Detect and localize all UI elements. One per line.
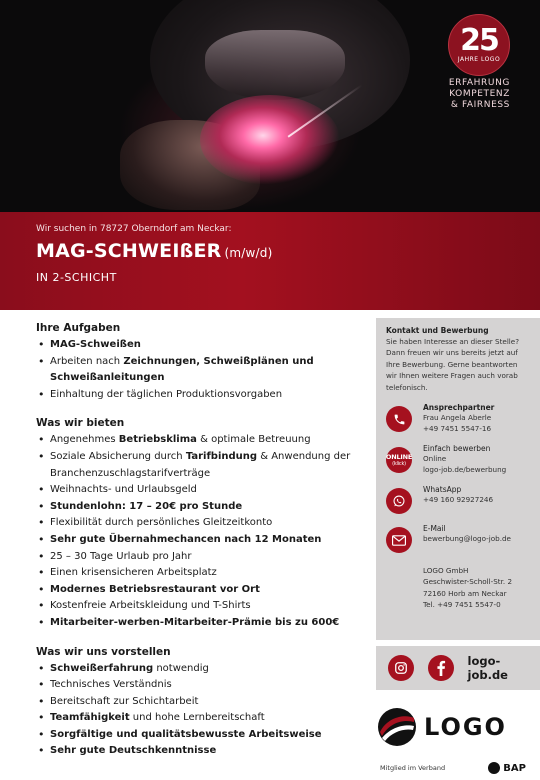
online-label: Einfach bewerben (423, 444, 491, 454)
instagram-icon[interactable] (388, 655, 414, 681)
address-line: LOGO GmbH (423, 566, 469, 576)
job-title (36, 240, 540, 262)
contact-phone[interactable]: +49 7451 5547-16 (423, 424, 492, 434)
value-line: & FAIRNESS (450, 100, 510, 110)
anniversary-badge (448, 14, 510, 76)
hero-image (0, 0, 540, 212)
list-item (36, 694, 366, 711)
section-heading-expect: Was wir uns vorstellen (36, 645, 171, 658)
welding-arc-glow (200, 95, 340, 185)
whatsapp-number[interactable]: +49 160 92927246 (423, 495, 494, 505)
list-item-text: Angenehmes (50, 434, 119, 446)
contact-person (386, 403, 530, 434)
list-item-bold: Zeichnungen, Schweißplänen und Schweißanleitungen (50, 355, 314, 384)
list-item-text: & Anwendung der Branchenzuschlagstarifverträge (50, 450, 351, 479)
list-item (36, 387, 366, 404)
address-line: Geschwister-Scholl-Str. 2 (423, 577, 513, 587)
list-item-text: Kostenfreie Arbeitskleidung und T-Shirts (50, 600, 251, 612)
website-link[interactable]: logo-job.de (467, 654, 508, 682)
contact-online (386, 444, 530, 475)
list-item-text: Soziale Absicherung durch (50, 450, 186, 462)
gender-tag: (m/w/d) (224, 246, 273, 260)
list-item (36, 661, 366, 678)
online-apply-icon[interactable] (386, 447, 412, 473)
job-description (36, 322, 366, 774)
section-heading-offer: Was wir bieten (36, 417, 125, 430)
company-address (423, 565, 530, 610)
list-item-bold: Modernes Betriebsrestaurant vor Ort (50, 583, 260, 595)
bap-text: BAP (503, 762, 526, 774)
list-item (36, 532, 366, 549)
whatsapp-icon[interactable] (386, 488, 412, 514)
value-line: ERFAHRUNG (448, 78, 510, 88)
logo-mark-icon (376, 706, 418, 748)
list-item (36, 598, 366, 615)
list-item (36, 515, 366, 532)
list-item-text: 25 – 30 Tage Urlaub pro Jahr (50, 550, 192, 562)
expect-list (36, 661, 366, 761)
list-item-text: notwendig (153, 662, 209, 674)
location-lead: Wir suchen in 78727 Oberndorf am Neckar: (36, 224, 232, 234)
list-item-text: und hohe Lernbereitschaft (129, 712, 265, 724)
value-line: KOMPETENZ (449, 89, 510, 99)
logo-wordmark: LOGO (424, 713, 507, 741)
list-item (36, 449, 366, 482)
list-item-text: Arbeiten nach (50, 355, 124, 367)
list-item (36, 432, 366, 449)
section-heading-tasks: Ihre Aufgaben (36, 322, 121, 334)
list-item (36, 482, 366, 499)
email-label: E-Mail (423, 524, 446, 534)
footer-membership (376, 758, 540, 778)
address-line: 72160 Horb am Neckar (423, 588, 507, 598)
list-item-bold: Sehr gute Deutschkenntnisse (50, 745, 217, 757)
list-item-bold: Betriebsklima (118, 434, 197, 446)
contact-sidebar (376, 318, 540, 640)
contact-heading: Kontakt und Bewerbung (386, 326, 489, 335)
list-item-bold: Sehr gute Übernahmechancen nach 12 Monaten (50, 533, 322, 545)
offer-list (36, 432, 366, 631)
company-values (449, 78, 510, 111)
list-item-text: Einen krisensicheren Arbeitsplatz (50, 567, 217, 579)
membership-text: Mitglied im Verband (380, 764, 446, 772)
contact-intro: Sie haben Interesse an dieser Stelle? Dann freuen wir uns bereits jetzt auf Ihre Bewerbung. Gerne beantworten wir Ihnen weitere Fragen auch vorab telefonisch. (386, 337, 520, 392)
facebook-icon[interactable] (428, 655, 454, 681)
welder-visor (205, 30, 345, 100)
badge-number: 25 (460, 23, 498, 58)
list-item-text: Flexibilität durch persönliches Gleitzeitkonto (50, 517, 273, 529)
bap-logo (488, 762, 526, 774)
bap-mark-icon (488, 762, 500, 774)
list-item-bold: Sorgfältige und qualitätsbewusste Arbeitsweise (50, 728, 322, 740)
phone-icon[interactable] (386, 406, 412, 432)
whatsapp-label: WhatsApp (423, 485, 462, 495)
list-item (36, 499, 366, 516)
list-item (36, 727, 366, 744)
contact-label: Ansprechpartner (423, 403, 495, 413)
job-title-text: MAG-SCHWEIßER (36, 240, 222, 262)
address-line: Tel. +49 7451 5547-0 (423, 599, 501, 609)
company-logo (376, 702, 540, 752)
apply-link[interactable]: logo-job.de/bewerbung (423, 465, 507, 475)
list-item (36, 565, 366, 582)
list-item (36, 677, 366, 694)
contact-whatsapp (386, 485, 530, 514)
list-item-bold: Mitarbeiter-werben-Mitarbeiter-Prämie bis zu 600€ (50, 616, 340, 628)
tasks-list (36, 337, 366, 403)
list-item (36, 615, 366, 632)
list-item (36, 337, 366, 354)
list-item (36, 582, 366, 599)
contact-email (386, 524, 530, 553)
shift-info: IN 2-SCHICHT (36, 271, 117, 284)
online-icon-label: ONLINE (385, 453, 413, 462)
list-item (36, 354, 366, 387)
list-item-text: Bereitschaft zur Schichtarbeit (50, 695, 199, 707)
list-item-bold: Stundenlohn: 17 – 20€ pro Stunde (50, 500, 243, 512)
list-item-text: Weihnachts- und Urlaubsgeld (50, 484, 197, 496)
list-item-text: Technisches Verständnis (50, 679, 172, 691)
job-title-banner (0, 212, 540, 310)
social-bar (376, 646, 540, 690)
list-item-text: & optimale Betreuung (196, 434, 311, 446)
online-icon-sub: (klick) (392, 461, 406, 468)
list-item-text: Einhaltung der täglichen Produktionsvorgaben (50, 388, 283, 400)
list-item (36, 549, 366, 566)
online-text: Online (423, 454, 447, 464)
badge-subtitle: JAHRE LOGO (457, 56, 501, 63)
email-address[interactable]: bewerbung@logo-job.de (423, 534, 511, 544)
list-item-bold: Tarifbindung (185, 450, 258, 462)
list-item-bold: Teamfähigkeit (50, 712, 130, 724)
list-item (36, 743, 366, 760)
list-item (36, 710, 366, 727)
list-item-bold: MAG-Schweißen (50, 339, 141, 350)
contact-name: Frau Angela Aberle (423, 413, 492, 423)
mail-icon[interactable] (386, 527, 412, 553)
list-item-bold: Schweißerfahrung (50, 662, 154, 674)
